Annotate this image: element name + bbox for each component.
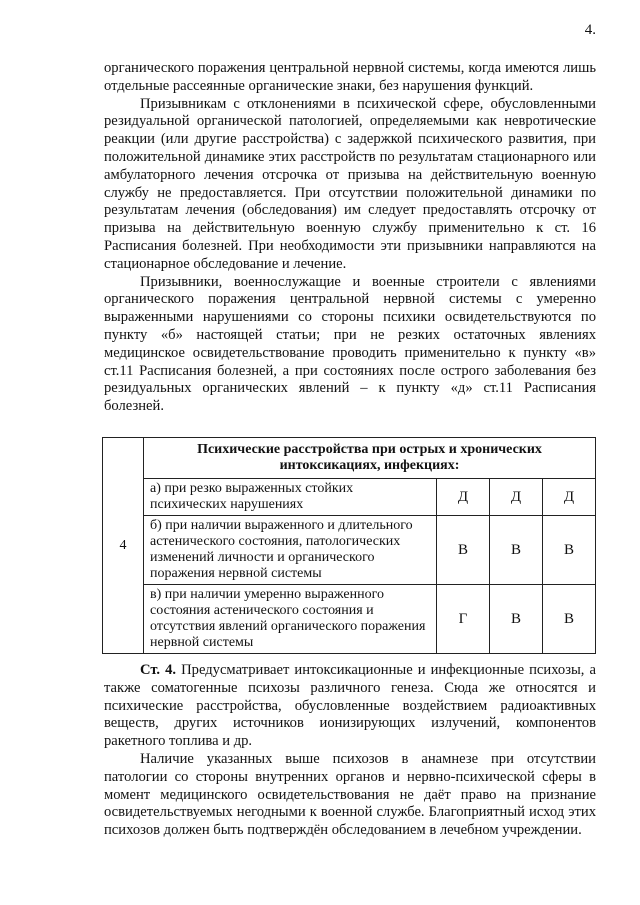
category-cell: Д (490, 479, 543, 516)
disease-schedule-table (102, 437, 596, 654)
paragraph-text: Предусматривает интоксикационные и инфекционные психозы, а также соматогенные психозы различного генеза. Сюда же относятся и психические расстройства, обусловленные воздействием радиоактивных веществ, других источников ионизирующих излучений, компонентов ракетного топлива и др. (104, 662, 596, 750)
body-text-bottom (104, 662, 596, 840)
table-header: Психические расстройства при острых и хронических интоксикациях, инфекциях: (144, 438, 596, 479)
paragraph (104, 662, 596, 751)
article-number-cell: 4 (103, 438, 144, 654)
paragraph: Призывники, военнослужащие и военные строители с явлениями органического поражения центральной нервной системы с умеренно выраженными нарушениями со стороны психики освидетельствуются по пункту «б» настоящей статьи; при не резких остаточных явлениях медицинское освидетельствование проводить применительно к пункту «в» ст.11 Расписания болезней, а при состояниях после острого заболевания без резидуальных органических явлений – к пункту «д» ст.11 Расписания болезней. (104, 273, 596, 415)
category-cell: В (543, 516, 596, 585)
table-row (103, 516, 596, 585)
category-cell: Д (437, 479, 490, 516)
category-cell: В (490, 516, 543, 585)
table-header-row (103, 438, 596, 479)
table-row (103, 585, 596, 654)
table-row (103, 479, 596, 516)
category-cell: Д (543, 479, 596, 516)
condition-cell: б) при наличии выраженного и длительного астенического состояния, патологических изменений личности и органического поражения нервной системы (144, 516, 437, 585)
article-lead: Ст. 4. (140, 662, 177, 678)
body-text-top (104, 60, 596, 416)
category-cell: В (543, 585, 596, 654)
paragraph: Наличие указанных выше психозов в анамнезе при отсутствии патологии со стороны внутренних органов и нервно-психической сферы в момент медицинского освидетельствования не даёт право на признание освидетельствуемых негодными к военной службе. Благоприятный исход этих психозов должен быть подтверждён обследованием в лечебном учреждении. (104, 750, 596, 839)
category-cell: Г (437, 585, 490, 654)
paragraph: органического поражения центральной нервной системы, когда имеются лишь отдельные рассеянные органические знаки, без нарушения функций. (104, 60, 596, 94)
condition-cell: а) при резко выраженных стойких психических нарушениях (144, 479, 437, 516)
paragraph: Призывникам с отклонениями в психической сфере, обусловленными резидуальной органической патологией, определяемыми как невротические реакции (или другие расстройства) с задержкой психического развития, при положительной динамике этих расстройств по результатам стационарного или амбулаторного лечения отсрочка от призыва на действительную военную службу не предоставляется. При отсутствии положительной динамики по результатам лечения (обследования) им следует предоставлять отсрочку от призыва на действительную военную службу применительно к ст. 16 Расписания болезней. При необходимости эти призывники направляются на стационарное обследование и лечение. (104, 95, 596, 272)
category-cell: В (437, 516, 490, 585)
condition-cell: в) при наличии умеренно выраженного состояния астенического состояния и отсутствия явлений органического поражения нервной системы (144, 585, 437, 654)
page-number: 4. (584, 22, 596, 38)
category-cell: В (490, 585, 543, 654)
